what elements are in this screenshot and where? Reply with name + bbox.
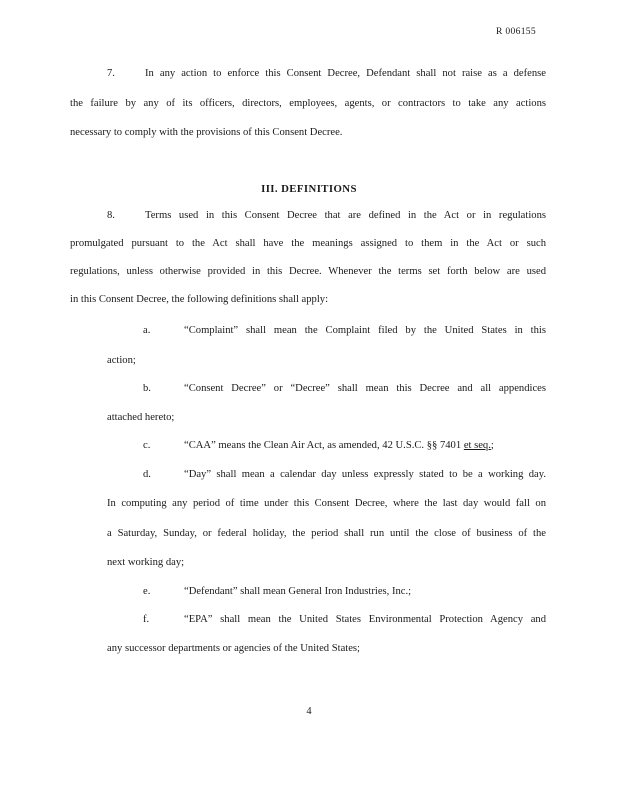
paragraph-8-line-2: promulgated pursuant to the Act shall have the meanings assigned to them in the Act or such — [70, 238, 546, 249]
paragraph-8-line-3: regulations, unless otherwise provided in this Decree. Whenever the terms set forth below are used — [70, 266, 546, 277]
definition-c-text-after: ; — [490, 440, 494, 451]
paragraph-7-line-1: In any action to enforce this Consent Decree, Defendant shall not raise as a defense — [145, 68, 546, 79]
definition-e-line-1: “Defendant” shall mean General Iron Industries, Inc.; — [184, 586, 412, 597]
definition-a-letter: a. — [143, 325, 151, 336]
definition-c-letter: c. — [143, 440, 151, 451]
definition-a-line-2: action; — [107, 355, 136, 366]
definition-b-line-1: “Consent Decree” or “Decree” shall mean this Decree and all appendices — [184, 383, 546, 394]
definition-c-et-seq: et seq. — [463, 440, 491, 451]
definition-f-line-1: “EPA” shall mean the United States Environmental Protection Agency and — [184, 614, 546, 625]
page-number: 4 — [306, 706, 312, 717]
definition-a-line-1: “Complaint” shall mean the Complaint filed by the United States in this — [184, 325, 546, 336]
definition-c-text — [184, 440, 494, 451]
definition-d-line-3: a Saturday, Sunday, or federal holiday, the period shall run until the close of business of the — [107, 528, 546, 539]
section-heading: III. DEFINITIONS — [261, 183, 357, 195]
paragraph-7-line-2: the failure by any of its officers, directors, employees, agents, or contractors to take any actions — [70, 98, 546, 109]
definition-d-line-4: next working day; — [107, 557, 185, 568]
definition-b-letter: b. — [143, 383, 151, 394]
paragraph-8-line-1: Terms used in this Consent Decree that are defined in the Act or in regulations — [145, 210, 546, 221]
definition-f-line-2: any successor departments or agencies of the United States; — [107, 643, 360, 654]
definition-d-line-1: “Day” shall mean a calendar day unless expressly stated to be a working day. — [184, 469, 546, 480]
definition-b-line-2: attached hereto; — [107, 412, 175, 423]
paragraph-7-line-3: necessary to comply with the provisions of this Consent Decree. — [70, 127, 343, 138]
definition-e-letter: e. — [143, 586, 151, 597]
paragraph-8-line-4: in this Consent Decree, the following definitions shall apply: — [70, 294, 329, 305]
definition-d-line-2: In computing any period of time under this Consent Decree, where the last day would fall on — [107, 498, 546, 509]
definition-d-letter: d. — [143, 469, 151, 480]
paragraph-8-number: 8. — [107, 210, 115, 221]
definition-f-letter: f. — [143, 614, 150, 625]
bates-number: R 006155 — [496, 26, 536, 37]
paragraph-7-number: 7. — [107, 68, 115, 79]
definition-c-text-before: “CAA” means the Clean Air Act, as amended, 42 U.S.C. §§ 7401 — [184, 440, 464, 451]
